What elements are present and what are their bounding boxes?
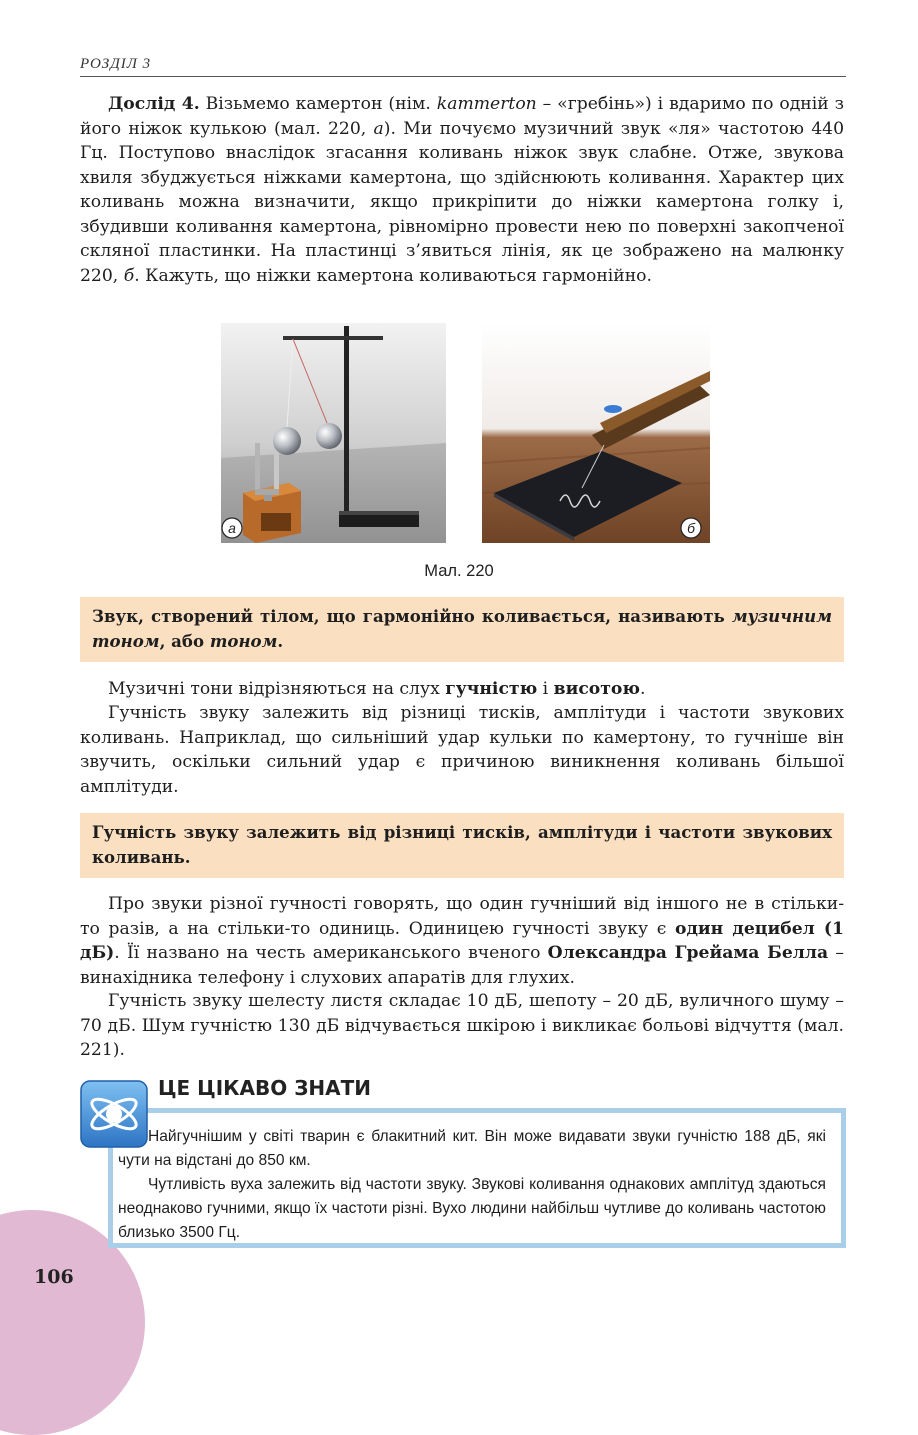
definition1-term-1: музичним тоном xyxy=(92,606,832,651)
experiment-ref-b: б xyxy=(123,265,135,286)
figure-caption: Мал. 220 xyxy=(424,562,494,580)
examples-paragraph: Гучність звуку шелесту листя складає 10 дБ, шепоту – 20 дБ, вуличного шуму – 70 дБ. Шум гучністю 130 дБ відчувається шкірою і викликає больові відчуття (мал. 221). xyxy=(80,991,844,1060)
experiment-text-1: Візьмемо камертон (нім. xyxy=(199,94,437,114)
decibel-term-bell: Олександра Грейама Белла xyxy=(547,943,829,963)
figure-label-b: б xyxy=(687,520,695,536)
figure-220 xyxy=(0,320,918,560)
decibel-text-1: Про звуки різної гучності говорять, що один гучніший від іншого не в стільки-то разів, а на стільки-то одиниць. Одиницею гучності звуку є xyxy=(80,894,844,939)
decibel-text-2: . Її названо на честь американського вченого xyxy=(114,943,548,963)
interesting-facts-title: ЦЕ ЦІКАВО ЗНАТИ xyxy=(158,1076,372,1100)
experiment-label: Дослід 4. xyxy=(108,94,200,114)
experiment-word: kammerton xyxy=(436,94,537,114)
tuning-fork-pendulum-image xyxy=(221,323,446,543)
loudness-paragraph: Гучність звуку залежить від різниці тисків, амплітуди і частоти звукових коливань. Наприклад, що сильніший удар кульки по камертону, то гучніше він звучить, оскільки сильний удар є причиною виникнення коливань більшої амплітуди. xyxy=(80,703,844,797)
tones-text-3: . xyxy=(640,679,646,699)
experiment-text-3: ). Ми почуємо музичний звук «ля» частотою 440 Гц. Поступово внаслідок згасання коливань ніжок звук слабне. Отже, звукова хвиля збуджується ніжками камертона, що здійснюють коливання. Характер цих коливань можна визначити, якщо прикріпити до ніжки камертона голку і, збудивши коливання камертона, рівномірно провести нею по поверхні закопченої скляної пластинки. На пластинці з’явиться лінія, як це зображено на малюнку 220, xyxy=(80,118,845,286)
definition1-text-3: . xyxy=(277,631,284,651)
smoked-plate-trace-image xyxy=(482,323,710,543)
experiment-text-4: . Кажуть, що ніжки камертона коливаються гармонійно. xyxy=(134,265,652,286)
tones-term-loudness: гучністю xyxy=(445,679,538,699)
interesting-facts-text xyxy=(118,1125,826,1245)
definition1-text-1: Звук, створений тілом, що гармонійно коливається, називають xyxy=(92,606,732,626)
experiment-text-2: – «гребінь») і вдаримо по одній з його ніжок кулькою (мал. 220, xyxy=(80,94,844,139)
decibel-text-3: – винахідника телефону і слухових апаратів для глухих. xyxy=(80,943,844,988)
interesting-fact-2: Чутливість вуха залежить від частоти звуку. Звукові коливання однакових амплітуд здаються неоднаково гучними, якщо їх частоти різні. Вухо людини найбільш чутливе до коливань частотою близько 3500 Гц. xyxy=(118,1176,826,1241)
decibel-term-unit: один децибел (1 дБ) xyxy=(80,918,844,963)
interesting-fact-1: Найгучнішим у світі тварин є блакитний кит. Він може видавати звуки гучністю 188 дБ, які чути на відстані до 850 км. xyxy=(118,1128,826,1169)
tones-text-1: Музичні тони відрізняються на слух xyxy=(108,679,446,699)
page-number: 106 xyxy=(34,1266,74,1288)
figure-label-a: а xyxy=(228,520,236,536)
tones-term-pitch: висотою xyxy=(553,679,640,699)
definition1-term-2: тоном xyxy=(209,631,278,651)
decibel-paragraph xyxy=(80,892,844,990)
definition-loudness: Гучність звуку залежить від різниці тисків, амплітуди і частоти звукових коливань. xyxy=(80,813,844,878)
section-header: РОЗДІЛ 3 xyxy=(80,56,846,77)
definition1-text-2: , або xyxy=(159,631,210,651)
tones-text-2: і xyxy=(537,679,554,699)
experiment-ref-a: а xyxy=(373,118,384,139)
definition-musical-tone xyxy=(80,597,844,662)
experiment-paragraph xyxy=(80,92,844,288)
tones-paragraph xyxy=(80,677,844,702)
